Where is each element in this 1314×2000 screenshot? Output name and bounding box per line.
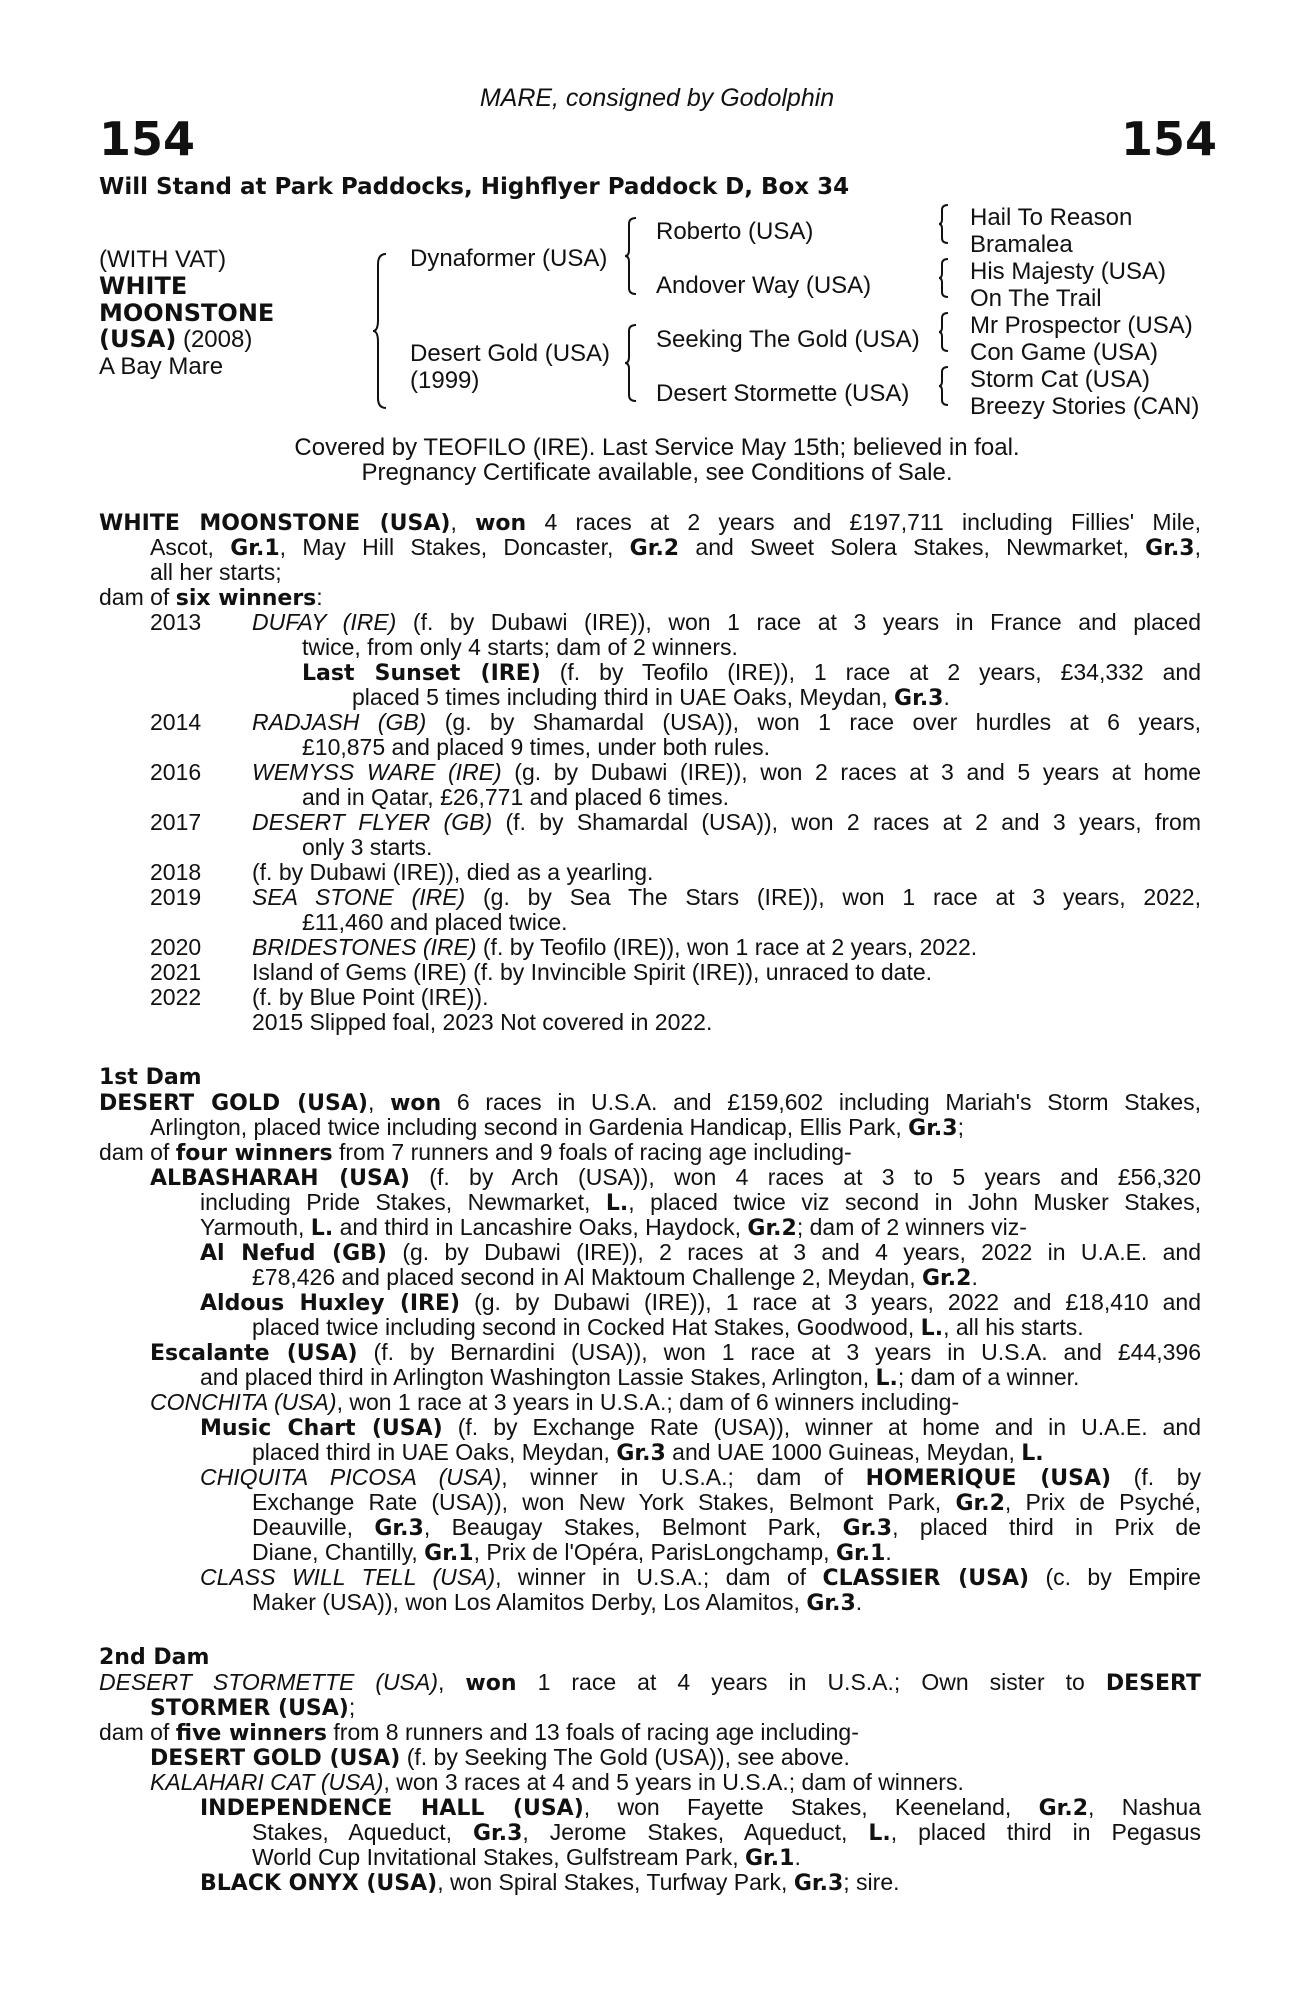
pedigree-g2: Bramalea	[970, 231, 1073, 258]
stand-location: Will Stand at Park Paddocks, Highflyer Paddock D, Box 34	[99, 174, 850, 200]
foal-year: 2019	[150, 884, 202, 910]
produce-line: BRIDESTONES (IRE) (f. by Teofilo (IRE)), won 1 race at 2 years, 2022.	[252, 934, 978, 960]
produce-line: 2015 Slipped foal, 2023 Not covered in 2022.	[252, 1009, 713, 1035]
covered-line-2: Pregnancy Certificate available, see Conditions of Sale.	[361, 459, 953, 486]
foal-year: 2018	[150, 859, 202, 885]
vat-note: (WITH VAT)	[99, 246, 227, 273]
dam-line: Deauville, Gr.3, Beaugay Stakes, Belmont Park, Gr.3, placed third in Prix de	[252, 1514, 1201, 1541]
pedigree-sire-sire: Roberto (USA)	[656, 218, 814, 245]
foal-year: 2022	[150, 984, 202, 1010]
pedigree-brace-g78	[938, 365, 952, 407]
dam-line: Yarmouth, L. and third in Lancashire Oaks, Haydock, Gr.2; dam of 2 winners viz-	[200, 1214, 1027, 1241]
pedigree-brace-g12	[938, 203, 952, 245]
horse-name-line3: (USA) (2008)	[99, 325, 253, 353]
pedigree-dam-year: (1999)	[410, 367, 480, 394]
dam-line: placed twice including second in Cocked Hat Stakes, Goodwood, L., all his starts.	[252, 1314, 1084, 1341]
dam-line: and placed third in Arlington Washington Lassie Stakes, Arlington, L.; dam of a winner.	[200, 1364, 1080, 1391]
pedigree-brace-g56	[938, 311, 952, 353]
foal-year: 2021	[150, 959, 202, 985]
pedigree-sire-dam: Andover Way (USA)	[656, 272, 872, 299]
produce-line: £11,460 and placed twice.	[302, 909, 568, 935]
produce-line: Last Sunset (IRE) (f. by Teofilo (IRE)), 1 race at 2 years, £34,332 and	[302, 659, 1202, 686]
produce-line: placed 5 times including third in UAE Oaks, Meydan, Gr.3.	[352, 684, 950, 711]
produce-line: WHITE MOONSTONE (USA), won 4 races at 2 years and £197,711 including Fillies' Mile,	[99, 509, 1201, 536]
produce-line: Island of Gems (IRE) (f. by Invincible Spirit (IRE)), unraced to date.	[252, 959, 933, 985]
pedigree-brace-main	[372, 252, 392, 410]
produce-line: SEA STONE (IRE) (g. by Sea The Stars (IRE)), won 1 race at 3 years, 2022,	[252, 884, 1201, 910]
dam-line: Aldous Huxley (IRE) (g. by Dubawi (IRE)), 1 race at 3 years, 2022 and £18,410 and	[200, 1289, 1202, 1316]
dam-line: ALBASHARAH (USA) (f. by Arch (USA)), won 4 races at 3 to 5 years and £56,320	[150, 1164, 1201, 1191]
dam-line: Exchange Rate (USA)), won New York Stakes, Belmont Park, Gr.2, Prix de Psyché,	[252, 1489, 1201, 1516]
dam-line: CHIQUITA PICOSA (USA), winner in U.S.A.; dam of HOMERIQUE (USA) (f. by	[200, 1464, 1202, 1491]
produce-line: DUFAY (IRE) (f. by Dubawi (IRE)), won 1 race at 3 years in France and placed	[252, 609, 1202, 635]
section-1st-dam: 1st Dam	[99, 1065, 202, 1090]
pedigree-g3: His Majesty (USA)	[970, 258, 1167, 285]
horse-description: A Bay Mare	[99, 353, 224, 380]
dam-line: STORMER (USA);	[150, 1694, 356, 1721]
foal-year: 2013	[150, 609, 202, 635]
pedigree-g7: Storm Cat (USA)	[970, 366, 1151, 393]
lot-number-right: 154	[1120, 112, 1217, 166]
pedigree-dam-dam: Desert Stormette (USA)	[656, 380, 910, 407]
produce-line: DESERT FLYER (GB) (f. by Shamardal (USA)), won 2 races at 2 and 3 years, from	[252, 809, 1201, 835]
dam-line: Escalante (USA) (f. by Bernardini (USA)), won 1 race at 3 years in U.S.A. and £44,396	[150, 1339, 1202, 1366]
pedigree-brace-sire	[624, 216, 640, 296]
pedigree-g4: On The Trail	[970, 285, 1102, 312]
dam-line: Diane, Chantilly, Gr.1, Prix de l'Opéra, ParisLongchamp, Gr.1.	[252, 1539, 892, 1566]
dam-line: Arlington, placed twice including second in Gardenia Handicap, Ellis Park, Gr.3;	[150, 1114, 964, 1141]
produce-line: dam of six winners:	[99, 584, 323, 611]
produce-line: (f. by Dubawi (IRE)), died as a yearling.	[252, 859, 654, 885]
foal-year: 2014	[150, 709, 202, 735]
produce-line: Ascot, Gr.1, May Hill Stakes, Doncaster, Gr.2 and Sweet Solera Stakes, Newmarket, Gr.3,	[150, 534, 1201, 561]
pedigree-brace-dam	[624, 323, 640, 403]
dam-line: dam of four winners from 7 runners and 9 foals of racing age including-	[99, 1139, 852, 1166]
dam-line: Maker (USA)), won Los Alamitos Derby, Los Alamitos, Gr.3.	[252, 1589, 863, 1616]
produce-line: twice, from only 4 starts; dam of 2 winners.	[302, 634, 738, 660]
dam-line: placed third in UAE Oaks, Meydan, Gr.3 and UAE 1000 Guineas, Meydan, L.	[252, 1439, 1044, 1466]
pedigree-g6: Con Game (USA)	[970, 339, 1159, 366]
dam-line: DESERT STORMETTE (USA), won 1 race at 4 years in U.S.A.; Own sister to DESERT	[99, 1669, 1202, 1696]
produce-line: and in Qatar, £26,771 and placed 6 times.	[302, 784, 730, 810]
produce-line: all her starts;	[150, 559, 282, 585]
dam-line: BLACK ONYX (USA), won Spiral Stakes, Turfway Park, Gr.3; sire.	[200, 1869, 900, 1896]
produce-line: RADJASH (GB) (g. by Shamardal (USA)), won 1 race over hurdles at 6 years,	[252, 709, 1201, 735]
horse-name-line2: MOONSTONE	[99, 299, 275, 327]
section-2nd-dam: 2nd Dam	[99, 1645, 210, 1670]
pedigree-brace-g34	[938, 257, 952, 299]
pedigree-dam: Desert Gold (USA)	[410, 340, 611, 367]
pedigree-dam-sire: Seeking The Gold (USA)	[656, 326, 920, 353]
produce-line: WEMYSS WARE (IRE) (g. by Dubawi (IRE)), won 2 races at 3 and 5 years at home	[252, 759, 1201, 785]
pedigree-g1: Hail To Reason	[970, 204, 1133, 231]
dam-line: CONCHITA (USA), won 1 race at 3 years in U.S.A.; dam of 6 winners including-	[150, 1389, 960, 1415]
produce-line: only 3 starts.	[302, 834, 433, 860]
dam-line: DESERT GOLD (USA), won 6 races in U.S.A. and £159,602 including Mariah's Storm Stakes,	[99, 1089, 1202, 1116]
dam-line: Al Nefud (GB) (g. by Dubawi (IRE)), 2 races at 3 and 4 years, 2022 in U.A.E. and	[200, 1239, 1202, 1266]
covered-line-1: Covered by TEOFILO (IRE). Last Service May 15th; believed in foal.	[294, 434, 1020, 461]
pedigree-g8: Breezy Stories (CAN)	[970, 393, 1200, 420]
dam-line: including Pride Stakes, Newmarket, L., placed twice viz second in John Musker Stakes,	[200, 1189, 1201, 1216]
dam-line: DESERT GOLD (USA) (f. by Seeking The Gold (USA)), see above.	[150, 1744, 850, 1771]
dam-line: World Cup Invitational Stakes, Gulfstream Park, Gr.1.	[252, 1844, 801, 1871]
dam-line: Music Chart (USA) (f. by Exchange Rate (USA)), winner at home and in U.A.E. and	[200, 1414, 1201, 1441]
produce-line: (f. by Blue Point (IRE)).	[252, 984, 489, 1010]
produce-line: £10,875 and placed 9 times, under both rules.	[302, 734, 770, 760]
consignment-line: MARE, consigned by Godolphin	[479, 84, 835, 112]
dam-line: KALAHARI CAT (USA), won 3 races at 4 and 5 years in U.S.A.; dam of winners.	[150, 1769, 964, 1795]
dam-line: Stakes, Aqueduct, Gr.3, Jerome Stakes, Aqueduct, L., placed third in Pegasus	[252, 1819, 1201, 1846]
pedigree-g5: Mr Prospector (USA)	[970, 312, 1193, 339]
dam-line: CLASS WILL TELL (USA), winner in U.S.A.; dam of CLASSIER (USA) (c. by Empire	[200, 1564, 1201, 1591]
dam-line: dam of five winners from 8 runners and 13 foals of racing age including-	[99, 1719, 859, 1746]
horse-name-line1: WHITE	[99, 272, 188, 300]
foal-year: 2016	[150, 759, 202, 785]
dam-line: INDEPENDENCE HALL (USA), won Fayette Stakes, Keeneland, Gr.2, Nashua	[200, 1794, 1202, 1821]
foal-year: 2020	[150, 934, 202, 960]
dam-line: £78,426 and placed second in Al Maktoum Challenge 2, Meydan, Gr.2.	[252, 1264, 978, 1291]
pedigree-sire: Dynaformer (USA)	[410, 245, 608, 272]
foal-year: 2017	[150, 809, 202, 835]
lot-number-left: 154	[99, 112, 196, 166]
